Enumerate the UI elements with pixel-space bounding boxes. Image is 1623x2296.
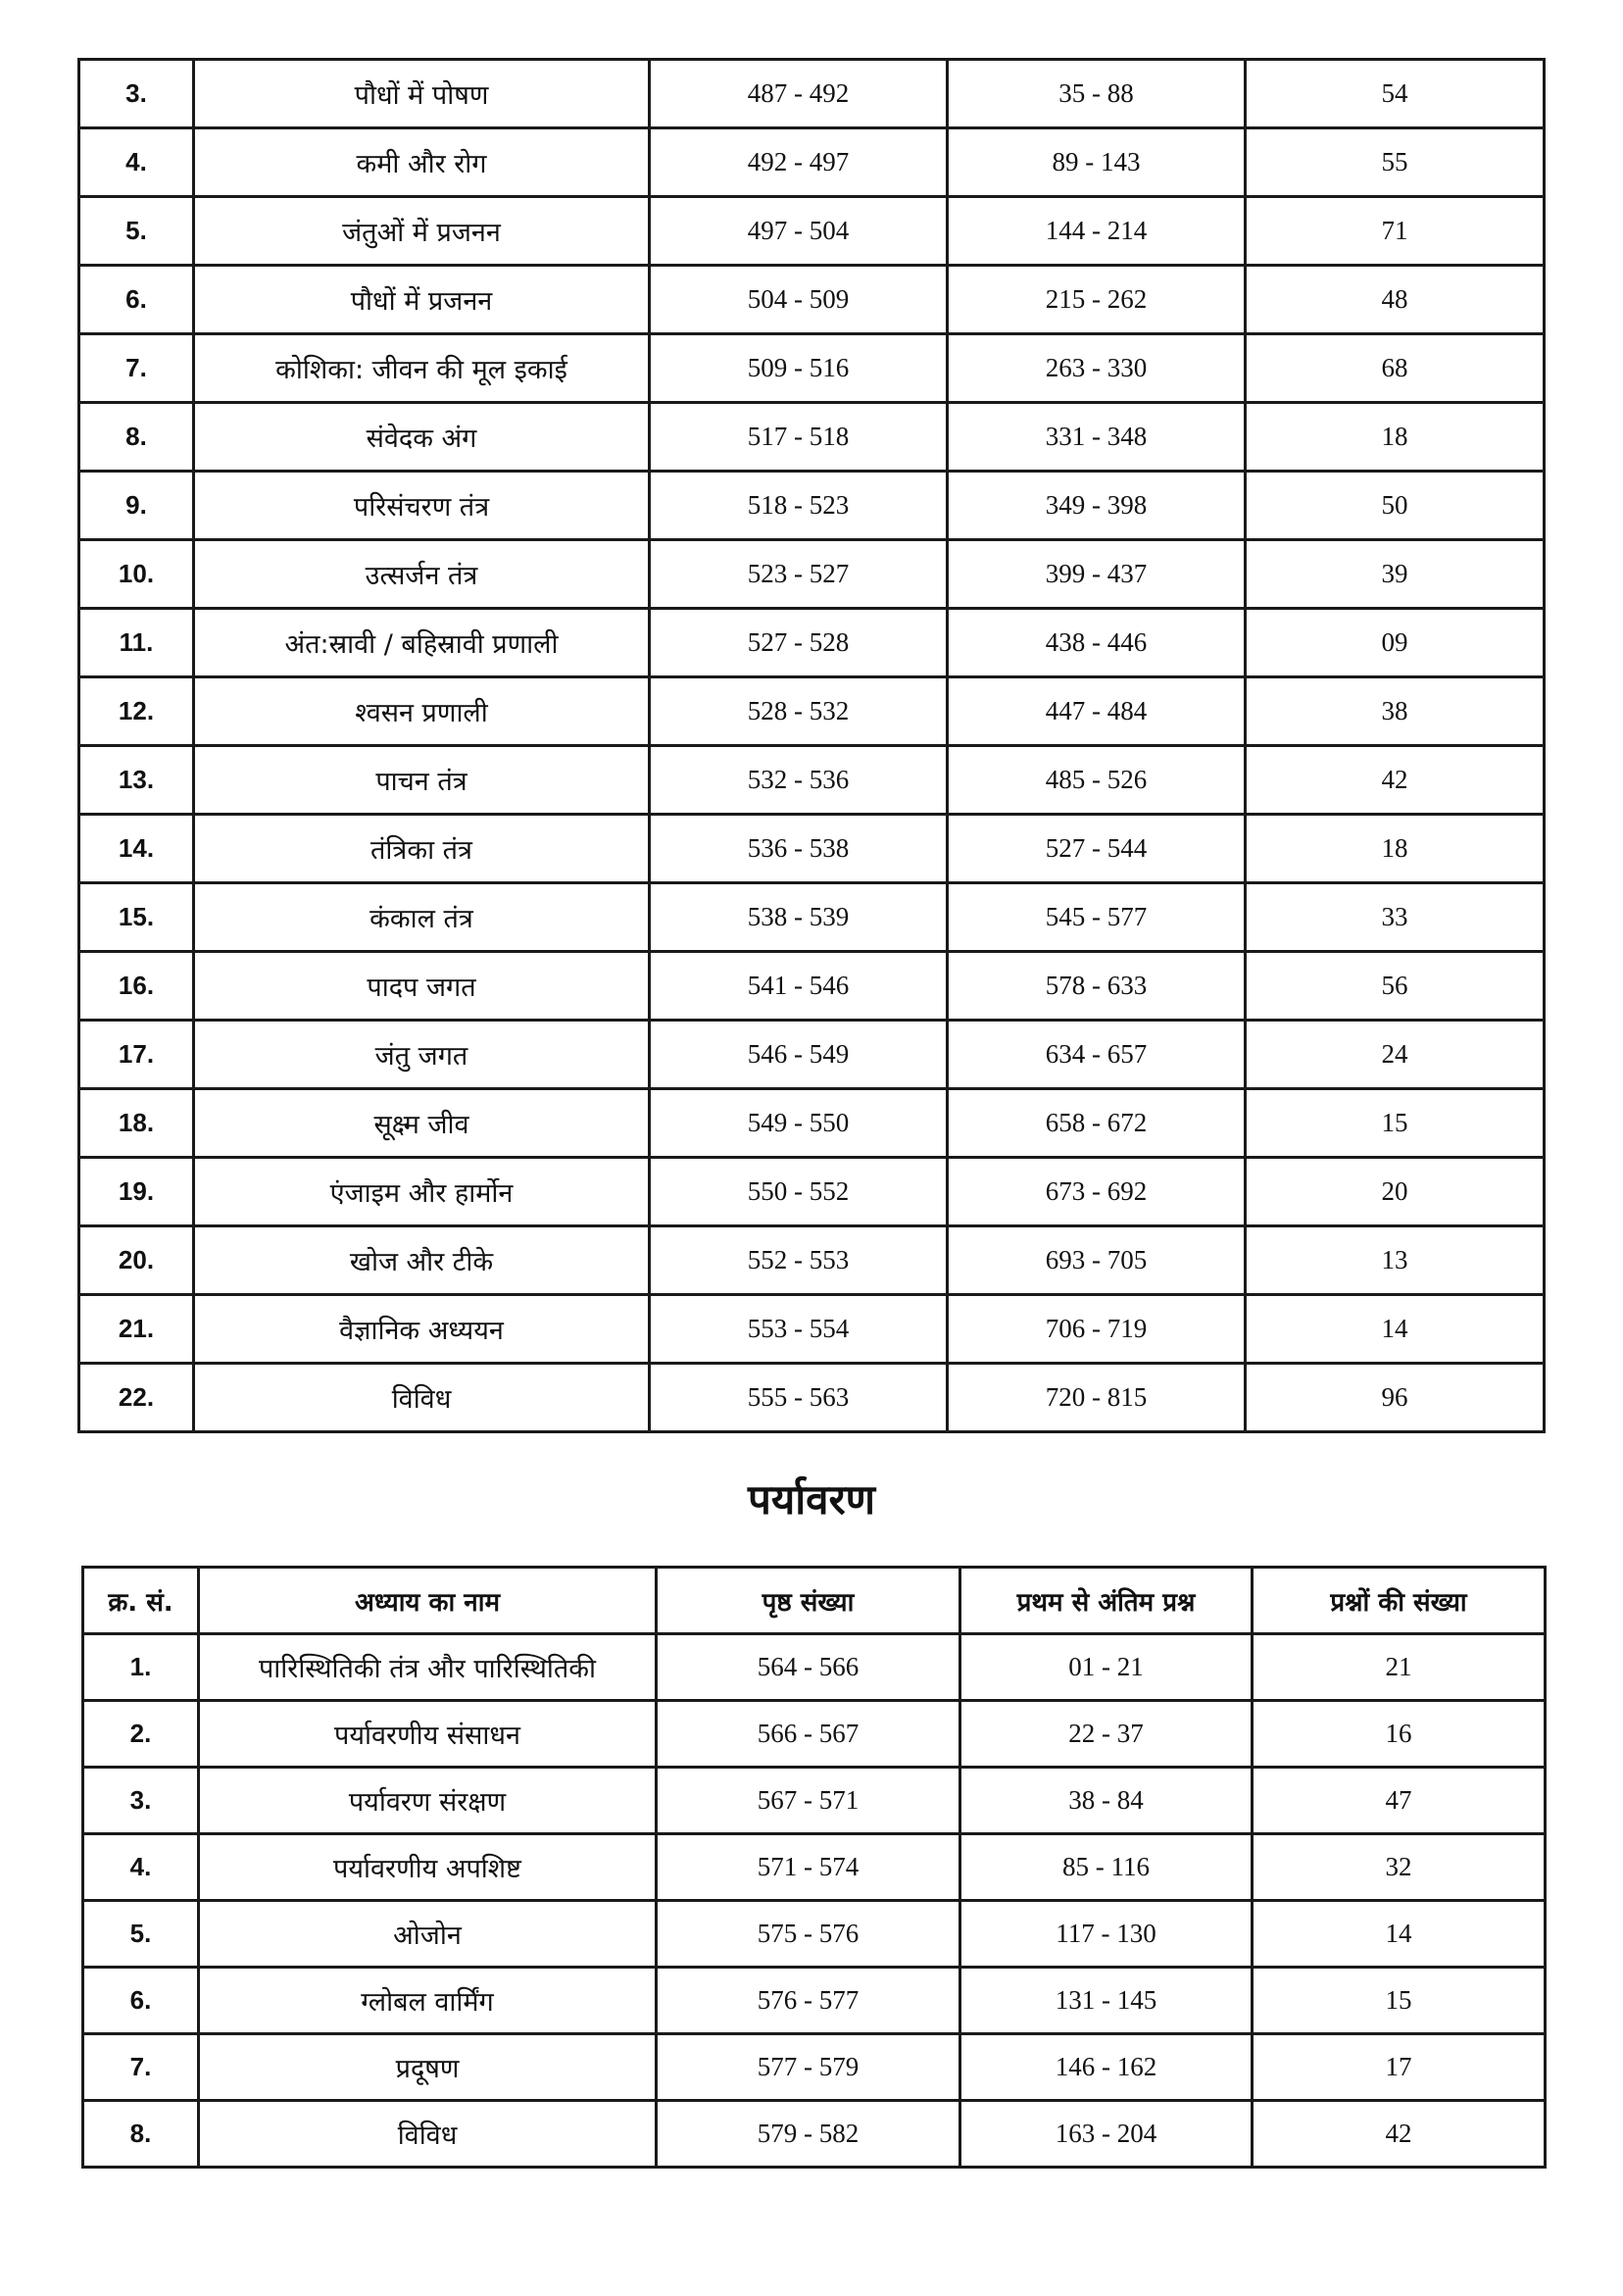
question-range-cell: 01 - 21	[960, 1634, 1253, 1701]
chapter-name-cell: पौधों में प्रजनन	[194, 266, 650, 334]
serial-number-cell: 6.	[79, 266, 194, 334]
question-count-cell: 68	[1246, 334, 1545, 403]
page-range-cell: 577 - 579	[657, 2034, 960, 2101]
serial-number-cell: 18.	[79, 1089, 194, 1158]
table-row	[83, 1768, 1546, 1834]
question-count-cell: 50	[1246, 472, 1545, 540]
chapter-name-cell: तंत्रिका तंत्र	[194, 815, 650, 883]
chapter-name-cell: प्रदूषण	[199, 2034, 657, 2101]
serial-number-cell: 2.	[83, 1701, 199, 1768]
question-count-cell: 55	[1246, 128, 1545, 197]
question-count-cell: 42	[1253, 2101, 1546, 2168]
header-question-count: प्रश्नों की संख्या	[1253, 1568, 1546, 1634]
page-range-cell: 571 - 574	[657, 1834, 960, 1901]
question-count-cell: 39	[1246, 540, 1545, 609]
chapter-name-cell: पर्यावरण संरक्षण	[199, 1768, 657, 1834]
question-range-cell: 331 - 348	[948, 403, 1246, 472]
page-range-cell: 550 - 552	[650, 1158, 948, 1226]
page-range-cell: 553 - 554	[650, 1295, 948, 1364]
question-range-cell: 706 - 719	[948, 1295, 1246, 1364]
page-range-cell: 509 - 516	[650, 334, 948, 403]
serial-number-cell: 7.	[79, 334, 194, 403]
table-row	[79, 1021, 1545, 1089]
header-question-range: प्रथम से अंतिम प्रश्न	[960, 1568, 1253, 1634]
chapter-name-cell: जंतु जगत	[194, 1021, 650, 1089]
chapter-name-cell: विविध	[194, 1364, 650, 1432]
page-range-cell: 527 - 528	[650, 609, 948, 677]
header-page-range: पृष्ठ संख्या	[657, 1568, 960, 1634]
table-row	[83, 1701, 1546, 1768]
question-count-cell: 32	[1253, 1834, 1546, 1901]
table-row	[79, 677, 1545, 746]
serial-number-cell: 15.	[79, 883, 194, 952]
table-row	[79, 1364, 1545, 1432]
chapter-name-cell: एंजाइम और हार्मोन	[194, 1158, 650, 1226]
table-row	[79, 60, 1545, 128]
page-range-cell: 504 - 509	[650, 266, 948, 334]
serial-number-cell: 12.	[79, 677, 194, 746]
chapter-name-cell: पादप जगत	[194, 952, 650, 1021]
table-row	[83, 1634, 1546, 1701]
table-row	[79, 403, 1545, 472]
question-count-cell: 15	[1253, 1968, 1546, 2034]
chapter-name-cell: खोज और टीके	[194, 1226, 650, 1295]
table-row	[79, 1158, 1545, 1226]
environment-table-body	[83, 1634, 1546, 2168]
question-count-cell: 13	[1246, 1226, 1545, 1295]
table-row	[79, 334, 1545, 403]
page-range-cell: 532 - 536	[650, 746, 948, 815]
question-range-cell: 349 - 398	[948, 472, 1246, 540]
serial-number-cell: 6.	[83, 1968, 199, 2034]
question-range-cell: 144 - 214	[948, 197, 1246, 266]
table-row	[83, 1901, 1546, 1968]
section-title-environment: पर्यावरण	[748, 1475, 875, 1523]
header-chapter-name: अध्याय का नाम	[199, 1568, 657, 1634]
page-range-cell: 575 - 576	[657, 1901, 960, 1968]
header-serial-number: क्र. सं.	[83, 1568, 199, 1634]
page-range-cell: 579 - 582	[657, 2101, 960, 2168]
question-range-cell: 693 - 705	[948, 1226, 1246, 1295]
question-count-cell: 14	[1253, 1901, 1546, 1968]
chapter-name-cell: विविध	[199, 2101, 657, 2168]
question-range-cell: 658 - 672	[948, 1089, 1246, 1158]
page-range-cell: 546 - 549	[650, 1021, 948, 1089]
question-count-cell: 16	[1253, 1701, 1546, 1768]
chapter-name-cell: संवेदक अंग	[194, 403, 650, 472]
serial-number-cell: 11.	[79, 609, 194, 677]
question-range-cell: 117 - 130	[960, 1901, 1253, 1968]
question-count-cell: 24	[1246, 1021, 1545, 1089]
page-range-cell: 536 - 538	[650, 815, 948, 883]
question-count-cell: 18	[1246, 403, 1545, 472]
table-header-row	[83, 1568, 1546, 1634]
page-range-cell: 523 - 527	[650, 540, 948, 609]
page-range-cell: 487 - 492	[650, 60, 948, 128]
serial-number-cell: 16.	[79, 952, 194, 1021]
chapter-name-cell: पर्यावरणीय अपशिष्ट	[199, 1834, 657, 1901]
table-row	[83, 1968, 1546, 2034]
question-count-cell: 71	[1246, 197, 1545, 266]
table-row	[79, 540, 1545, 609]
question-count-cell: 96	[1246, 1364, 1545, 1432]
question-range-cell: 673 - 692	[948, 1158, 1246, 1226]
serial-number-cell: 17.	[79, 1021, 194, 1089]
chapter-name-cell: ग्लोबल वार्मिंग	[199, 1968, 657, 2034]
question-range-cell: 545 - 577	[948, 883, 1246, 952]
chapter-name-cell: कोशिका: जीवन की मूल इकाई	[194, 334, 650, 403]
page-range-cell: 538 - 539	[650, 883, 948, 952]
question-count-cell: 14	[1246, 1295, 1545, 1364]
serial-number-cell: 13.	[79, 746, 194, 815]
question-range-cell: 89 - 143	[948, 128, 1246, 197]
environment-chapter-table	[81, 1566, 1547, 2169]
table-row	[83, 2101, 1546, 2168]
table-row	[79, 197, 1545, 266]
question-count-cell: 56	[1246, 952, 1545, 1021]
question-range-cell: 85 - 116	[960, 1834, 1253, 1901]
serial-number-cell: 20.	[79, 1226, 194, 1295]
question-count-cell: 38	[1246, 677, 1545, 746]
page-range-cell: 566 - 567	[657, 1701, 960, 1768]
page-range-cell: 517 - 518	[650, 403, 948, 472]
serial-number-cell: 1.	[83, 1634, 199, 1701]
question-range-cell: 146 - 162	[960, 2034, 1253, 2101]
question-range-cell: 720 - 815	[948, 1364, 1246, 1432]
question-range-cell: 38 - 84	[960, 1768, 1253, 1834]
chapter-name-cell: श्वसन प्रणाली	[194, 677, 650, 746]
page-range-cell: 552 - 553	[650, 1226, 948, 1295]
serial-number-cell: 5.	[79, 197, 194, 266]
table-row	[79, 128, 1545, 197]
table-row	[79, 1295, 1545, 1364]
serial-number-cell: 10.	[79, 540, 194, 609]
chapter-name-cell: ओजोन	[199, 1901, 657, 1968]
question-count-cell: 15	[1246, 1089, 1545, 1158]
question-count-cell: 20	[1246, 1158, 1545, 1226]
table-row	[79, 883, 1545, 952]
table-row	[83, 1834, 1546, 1901]
serial-number-cell: 3.	[79, 60, 194, 128]
question-count-cell: 17	[1253, 2034, 1546, 2101]
page-range-cell: 528 - 532	[650, 677, 948, 746]
serial-number-cell: 8.	[79, 403, 194, 472]
question-range-cell: 131 - 145	[960, 1968, 1253, 2034]
chapter-name-cell: कंकाल तंत्र	[194, 883, 650, 952]
page-range-cell: 518 - 523	[650, 472, 948, 540]
biology-table-body	[79, 60, 1545, 1432]
question-range-cell: 215 - 262	[948, 266, 1246, 334]
serial-number-cell: 5.	[83, 1901, 199, 1968]
table-row	[79, 952, 1545, 1021]
serial-number-cell: 9.	[79, 472, 194, 540]
serial-number-cell: 4.	[83, 1834, 199, 1901]
question-count-cell: 21	[1253, 1634, 1546, 1701]
question-count-cell: 33	[1246, 883, 1545, 952]
page-range-cell: 549 - 550	[650, 1089, 948, 1158]
chapter-name-cell: जंतुओं में प्रजनन	[194, 197, 650, 266]
serial-number-cell: 14.	[79, 815, 194, 883]
question-range-cell: 163 - 204	[960, 2101, 1253, 2168]
question-count-cell: 18	[1246, 815, 1545, 883]
question-range-cell: 399 - 437	[948, 540, 1246, 609]
chapter-name-cell: अंत:स्रावी / बहिस्रावी प्रणाली	[194, 609, 650, 677]
page-range-cell: 576 - 577	[657, 1968, 960, 2034]
question-range-cell: 578 - 633	[948, 952, 1246, 1021]
page-range-cell: 567 - 571	[657, 1768, 960, 1834]
page-range-cell: 492 - 497	[650, 128, 948, 197]
serial-number-cell: 21.	[79, 1295, 194, 1364]
chapter-name-cell: परिसंचरण तंत्र	[194, 472, 650, 540]
chapter-name-cell: कमी और रोग	[194, 128, 650, 197]
page-range-cell: 555 - 563	[650, 1364, 948, 1432]
question-count-cell: 09	[1246, 609, 1545, 677]
chapter-name-cell: पौधों में पोषण	[194, 60, 650, 128]
serial-number-cell: 7.	[83, 2034, 199, 2101]
chapter-name-cell: पाचन तंत्र	[194, 746, 650, 815]
page-range-cell: 497 - 504	[650, 197, 948, 266]
serial-number-cell: 19.	[79, 1158, 194, 1226]
question-count-cell: 54	[1246, 60, 1545, 128]
page-range-cell: 564 - 566	[657, 1634, 960, 1701]
biology-chapter-table	[77, 58, 1546, 1433]
question-range-cell: 485 - 526	[948, 746, 1246, 815]
table-row	[79, 815, 1545, 883]
serial-number-cell: 8.	[83, 2101, 199, 2168]
table-row	[79, 1089, 1545, 1158]
table-row	[79, 1226, 1545, 1295]
question-range-cell: 447 - 484	[948, 677, 1246, 746]
table-row	[79, 266, 1545, 334]
chapter-name-cell: सूक्ष्म जीव	[194, 1089, 650, 1158]
table-row	[79, 472, 1545, 540]
question-range-cell: 634 - 657	[948, 1021, 1246, 1089]
question-range-cell: 22 - 37	[960, 1701, 1253, 1768]
serial-number-cell: 3.	[83, 1768, 199, 1834]
page-range-cell: 541 - 546	[650, 952, 948, 1021]
question-count-cell: 42	[1246, 746, 1545, 815]
question-range-cell: 527 - 544	[948, 815, 1246, 883]
chapter-name-cell: उत्सर्जन तंत्र	[194, 540, 650, 609]
question-range-cell: 263 - 330	[948, 334, 1246, 403]
table-row	[79, 609, 1545, 677]
serial-number-cell: 4.	[79, 128, 194, 197]
chapter-name-cell: वैज्ञानिक अध्ययन	[194, 1295, 650, 1364]
table-row	[83, 2034, 1546, 2101]
question-count-cell: 48	[1246, 266, 1545, 334]
question-count-cell: 47	[1253, 1768, 1546, 1834]
question-range-cell: 438 - 446	[948, 609, 1246, 677]
chapter-name-cell: पर्यावरणीय संसाधन	[199, 1701, 657, 1768]
table-row	[79, 746, 1545, 815]
chapter-name-cell: पारिस्थितिकी तंत्र और पारिस्थितिकी	[199, 1634, 657, 1701]
serial-number-cell: 22.	[79, 1364, 194, 1432]
question-range-cell: 35 - 88	[948, 60, 1246, 128]
